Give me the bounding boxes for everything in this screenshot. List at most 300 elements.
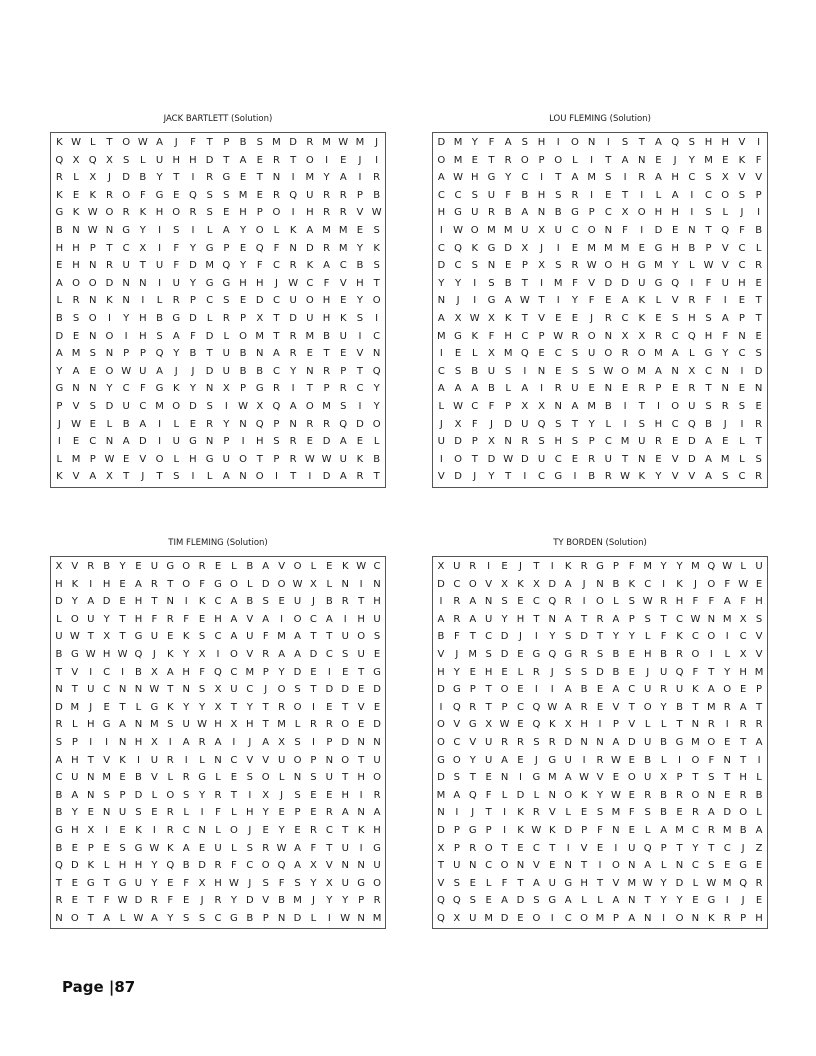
grid-cell: O <box>341 719 350 731</box>
grid-cell: A <box>521 383 529 395</box>
grid-cell: T <box>549 842 556 854</box>
grid-cell: N <box>628 860 636 872</box>
grid-cell: U <box>484 754 493 766</box>
grid-cell: R <box>105 260 113 272</box>
grid-cell: U <box>222 365 230 377</box>
grid-cell: S <box>644 807 651 819</box>
grid-cell: J <box>456 295 460 307</box>
grid-cell: M <box>503 224 513 236</box>
grid-cell: E <box>119 578 126 590</box>
grid-cell: A <box>437 312 445 324</box>
grid-cell: C <box>554 453 562 465</box>
grid-cell: E <box>256 189 263 201</box>
grid-cell: H <box>537 189 546 201</box>
grid-cell: C <box>55 772 63 784</box>
grid-cell: U <box>688 400 696 412</box>
grid-cell: B <box>246 912 254 924</box>
grid-cell: T <box>533 613 540 625</box>
grid-cell: I <box>358 400 362 412</box>
grid-cell: N <box>198 824 206 836</box>
grid-cell: N <box>89 260 97 272</box>
grid-cell: E <box>628 648 635 660</box>
grid-cell: C <box>214 912 222 924</box>
grid-cell: D <box>437 260 446 272</box>
grid-cell: R <box>660 684 668 696</box>
grid-cell: O <box>721 189 730 201</box>
grid-cell: W <box>547 701 558 713</box>
grid-cell: R <box>691 807 699 819</box>
grid-cell: Y <box>488 471 495 483</box>
grid-cell: J <box>89 701 93 713</box>
grid-cell: Q <box>189 189 197 201</box>
grid-cell: A <box>707 684 715 696</box>
grid-cell: W <box>553 330 564 342</box>
grid-cell: X <box>89 172 97 184</box>
grid-cell: E <box>517 684 524 696</box>
grid-cell: D <box>55 596 63 608</box>
grid-cell: T <box>342 701 349 713</box>
grid-cell: F <box>588 295 595 307</box>
grid-cell: K <box>638 312 646 324</box>
grid-cell: R <box>532 807 540 819</box>
grid-cell: J <box>582 578 586 590</box>
grid-cell: K <box>339 312 347 324</box>
grid-cell: K <box>517 578 524 590</box>
grid-cell: R <box>571 260 579 272</box>
grid-cell: Q <box>643 842 652 854</box>
grid-cell: R <box>166 754 174 766</box>
grid-cell: Q <box>372 365 381 377</box>
grid-cell: R <box>262 648 270 660</box>
grid-cell: O <box>122 137 131 148</box>
grid-cell: L <box>655 295 662 307</box>
grid-cell: N <box>537 207 546 219</box>
grid-cell: I <box>740 365 744 377</box>
grid-cell: X <box>538 260 545 272</box>
grid-cell: Y <box>660 877 667 889</box>
grid-cell: T <box>206 348 213 360</box>
grid-cell: T <box>755 701 763 713</box>
grid-cell: I <box>556 295 560 307</box>
grid-cell: C <box>206 295 214 307</box>
grid-cell: Q <box>339 418 348 430</box>
grid-cell: L <box>605 418 612 430</box>
grid-cell: O <box>105 330 114 342</box>
grid-cell: D <box>500 631 509 643</box>
grid-cell: A <box>471 383 479 395</box>
grid-cell: H <box>172 154 180 166</box>
grid-cell: D <box>322 471 331 483</box>
grid-cell: N <box>604 224 613 236</box>
grid-cell: O <box>500 860 509 872</box>
grid-cell: H <box>721 137 729 148</box>
grid-cell: O <box>484 842 493 854</box>
grid-cell: G <box>487 242 496 254</box>
grid-cell: N <box>373 736 381 748</box>
grid-cell: J <box>248 736 252 748</box>
grid-cell: U <box>659 666 668 678</box>
grid-cell: W <box>71 137 81 148</box>
grid-cell: Y <box>628 631 635 643</box>
grid-cell: J <box>473 471 477 483</box>
grid-cell: L <box>660 860 667 872</box>
grid-cell: U <box>306 189 314 201</box>
grid-cell: T <box>87 912 94 924</box>
grid-cell: C <box>691 631 699 643</box>
grid-cell: F <box>323 277 330 289</box>
grid-cell: E <box>722 436 729 448</box>
grid-cell: W <box>87 207 98 219</box>
grid-cell: A <box>230 613 238 625</box>
grid-cell: E <box>306 348 313 360</box>
grid-cell: T <box>521 277 528 289</box>
grid-cell: J <box>646 666 650 678</box>
grid-cell: K <box>471 330 479 342</box>
grid-cell: W <box>706 877 717 889</box>
grid-cell: E <box>214 561 222 572</box>
grid-cell: P <box>588 207 595 219</box>
grid-cell: Y <box>672 260 679 272</box>
grid-cell: K <box>738 154 746 166</box>
grid-cell: R <box>166 807 174 819</box>
grid-cell: M <box>155 400 164 412</box>
grid-cell: S <box>738 400 746 412</box>
grid-cell: I <box>308 471 312 483</box>
grid-cell: A <box>135 578 142 590</box>
grid-cell: S <box>708 772 715 784</box>
grid-cell: F <box>103 895 110 907</box>
grid-cell: D <box>55 330 64 342</box>
grid-cell: D <box>189 312 197 324</box>
grid-cell: S <box>198 912 206 924</box>
grid-cell: B <box>189 348 197 360</box>
grid-cell: E <box>89 365 96 377</box>
letter-grid <box>50 132 386 488</box>
grid-cell: T <box>740 754 747 766</box>
grid-cell: V <box>755 631 763 643</box>
grid-cell: O <box>437 719 445 731</box>
grid-cell: P <box>660 842 667 854</box>
grid-cell: S <box>628 596 635 608</box>
grid-cell: K <box>341 561 349 572</box>
grid-cell: F <box>660 631 667 643</box>
grid-cell: R <box>150 895 158 907</box>
grid-cell: D <box>322 436 331 448</box>
grid-cell: U <box>293 596 302 608</box>
grid-cell: R <box>272 154 280 166</box>
grid-cell: O <box>454 453 462 465</box>
grid-cell: O <box>172 207 181 219</box>
grid-cell: W <box>121 365 132 377</box>
grid-cell: T <box>55 666 62 678</box>
grid-cell: C <box>521 330 529 342</box>
grid-cell: B <box>644 754 652 766</box>
grid-cell: I <box>107 312 111 324</box>
grid-cell: U <box>487 365 496 377</box>
grid-cell: E <box>755 400 762 412</box>
grid-cell: V <box>71 561 79 572</box>
grid-cell: A <box>306 224 314 236</box>
grid-cell: Q <box>452 701 461 713</box>
grid-cell: K <box>89 189 97 201</box>
grid-cell: D <box>70 860 79 872</box>
grid-cell: M <box>245 666 255 678</box>
grid-cell: G <box>222 172 231 184</box>
grid-cell: L <box>644 824 651 836</box>
grid-cell: U <box>484 613 493 625</box>
grid-cell: E <box>621 383 629 395</box>
grid-cell: H <box>134 613 143 625</box>
grid-cell: Y <box>571 295 578 307</box>
grid-cell: L <box>156 295 163 307</box>
grid-cell: N <box>596 578 604 590</box>
grid-cell: W <box>69 631 80 643</box>
grid-cell: E <box>326 561 333 572</box>
grid-cell: V <box>325 860 333 872</box>
grid-cell: U <box>675 684 684 696</box>
grid-cell: J <box>518 631 522 643</box>
grid-cell: S <box>89 400 96 412</box>
grid-cell: C <box>691 824 699 836</box>
grid-cell: S <box>340 400 347 412</box>
grid-cell: S <box>755 453 762 465</box>
grid-cell: V <box>671 453 679 465</box>
grid-cell: F <box>310 842 317 854</box>
grid-cell: R <box>554 383 562 395</box>
grid-cell: X <box>230 719 238 731</box>
grid-cell: R <box>723 912 731 924</box>
grid-cell: T <box>485 701 492 713</box>
grid-cell: M <box>704 154 713 166</box>
grid-cell: A <box>628 912 636 924</box>
grid-cell: E <box>262 824 269 836</box>
grid-cell: C <box>676 613 683 625</box>
grid-cell: A <box>214 736 222 748</box>
grid-cell: D <box>621 277 629 289</box>
grid-cell: E <box>326 789 333 801</box>
grid-cell: L <box>206 312 213 324</box>
grid-cell: C <box>214 596 222 608</box>
grid-cell: S <box>488 277 495 289</box>
grid-cell: K <box>708 912 715 924</box>
grid-cell: R <box>198 736 206 748</box>
grid-cell: T <box>705 224 712 236</box>
grid-cell: O <box>587 224 596 236</box>
grid-cell: P <box>538 154 545 166</box>
grid-cell: W <box>276 842 287 854</box>
grid-cell: I <box>291 172 295 184</box>
grid-cell: A <box>262 561 270 572</box>
grid-cell: L <box>689 348 695 360</box>
grid-cell: M <box>722 613 732 625</box>
grid-cell: N <box>754 383 763 395</box>
grid-cell: V <box>262 754 270 766</box>
grid-cell: E <box>596 842 604 854</box>
grid-cell: N <box>205 383 214 395</box>
grid-cell: Y <box>596 789 604 801</box>
grid-cell: I <box>473 277 477 289</box>
grid-cell: O <box>293 613 302 625</box>
grid-cell: R <box>105 189 113 201</box>
grid-cell: L <box>755 242 762 254</box>
grid-cell: O <box>691 648 700 660</box>
grid-cell: D <box>305 242 314 254</box>
grid-cell: I <box>550 912 554 924</box>
grid-cell: C <box>454 189 462 201</box>
grid-cell: A <box>294 842 301 854</box>
grid-cell: G <box>205 453 214 465</box>
grid-cell: Y <box>471 137 478 148</box>
grid-cell: P <box>756 684 763 696</box>
grid-cell: S <box>135 807 142 819</box>
grid-cell: U <box>246 631 254 643</box>
grid-cell: A <box>103 912 111 924</box>
grid-cell: I <box>598 719 602 731</box>
grid-cell: E <box>151 807 158 819</box>
grid-cell: R <box>755 260 763 272</box>
grid-cell: B <box>580 684 588 696</box>
grid-cell: I <box>656 400 660 412</box>
grid-cell: W <box>149 842 160 854</box>
grid-cell: I <box>690 207 694 219</box>
grid-cell: T <box>167 684 174 696</box>
grid-cell: I <box>690 277 694 289</box>
grid-cell: N <box>504 436 512 448</box>
grid-cell: C <box>705 189 713 201</box>
grid-cell: T <box>273 330 280 342</box>
grid-cell: O <box>470 224 479 236</box>
grid-cell: C <box>739 631 747 643</box>
grid-cell: E <box>738 295 746 307</box>
grid-cell: H <box>71 754 79 766</box>
grid-cell: I <box>274 471 278 483</box>
grid-cell: A <box>437 172 445 184</box>
grid-cell: S <box>356 312 364 324</box>
grid-cell: L <box>756 772 762 784</box>
grid-cell: G <box>548 895 557 907</box>
grid-cell: Y <box>71 596 78 608</box>
grid-cell: H <box>373 596 381 608</box>
grid-cell: N <box>638 154 646 166</box>
grid-cell: I <box>359 789 363 801</box>
grid-cell: U <box>150 561 159 572</box>
grid-cell: I <box>623 418 627 430</box>
grid-cell: N <box>357 860 365 872</box>
grid-cell: N <box>289 418 297 430</box>
grid-cell: E <box>571 312 579 324</box>
grid-cell: E <box>256 154 263 166</box>
grid-cell: V <box>246 754 254 766</box>
grid-cell: F <box>628 561 635 572</box>
grid-cell: Y <box>239 260 247 272</box>
grid-cell: P <box>326 736 333 748</box>
grid-cell: E <box>310 807 317 819</box>
grid-cell: P <box>738 312 745 324</box>
grid-cell: U <box>471 207 479 219</box>
grid-cell: P <box>56 400 63 412</box>
grid-cell: J <box>248 877 252 889</box>
grid-cell: J <box>740 207 744 219</box>
grid-cell: W <box>292 578 303 590</box>
grid-cell: Q <box>687 418 696 430</box>
grid-cell: O <box>293 561 302 572</box>
grid-cell: P <box>471 436 478 448</box>
grid-cell: G <box>255 383 264 395</box>
grid-cell: I <box>105 736 109 748</box>
grid-cell: U <box>638 277 646 289</box>
grid-cell: N <box>139 277 147 289</box>
grid-cell: R <box>660 596 668 608</box>
grid-cell: A <box>660 824 668 836</box>
grid-cell: A <box>671 348 679 360</box>
grid-cell: O <box>122 189 131 201</box>
grid-cell: D <box>293 666 302 678</box>
grid-cell: Y <box>722 348 729 360</box>
grid-cell: O <box>293 701 302 713</box>
grid-cell: O <box>452 754 461 766</box>
grid-cell: Y <box>373 400 380 412</box>
grid-cell: N <box>357 736 365 748</box>
grid-cell: E <box>119 596 126 608</box>
grid-cell: M <box>675 824 684 836</box>
grid-cell: D <box>604 277 613 289</box>
grid-cell: H <box>86 719 95 731</box>
grid-cell: U <box>453 860 461 872</box>
grid-cell: C <box>453 736 461 748</box>
grid-cell: W <box>304 453 315 465</box>
grid-cell: J <box>471 807 475 819</box>
grid-cell: C <box>604 436 612 448</box>
grid-cell: U <box>484 736 493 748</box>
grid-cell: Q <box>437 895 445 907</box>
grid-cell: B <box>755 789 763 801</box>
grid-cell: A <box>119 719 126 731</box>
grid-cell: Y <box>262 807 269 819</box>
grid-cell: O <box>739 807 748 819</box>
grid-cell: I <box>121 666 125 678</box>
grid-cell: A <box>571 172 579 184</box>
grid-cell: L <box>597 895 603 907</box>
grid-cell: Y <box>199 701 206 713</box>
grid-cell: S <box>183 912 190 924</box>
grid-cell: A <box>705 471 712 483</box>
grid-cell: I <box>503 824 507 836</box>
grid-cell: B <box>471 365 479 377</box>
grid-cell: U <box>325 772 333 784</box>
grid-cell: R <box>571 189 579 201</box>
grid-cell: C <box>521 172 529 184</box>
grid-cell: L <box>119 912 126 924</box>
grid-cell: C <box>437 189 445 201</box>
grid-cell: I <box>606 137 610 148</box>
grid-cell: I <box>550 561 554 572</box>
grid-cell: K <box>357 824 365 836</box>
grid-cell: E <box>755 330 762 342</box>
grid-cell: R <box>516 736 524 748</box>
grid-cell: R <box>580 648 588 660</box>
grid-cell: X <box>621 330 629 342</box>
grid-cell: D <box>675 877 684 889</box>
grid-cell: T <box>469 631 476 643</box>
grid-cell: I <box>141 295 145 307</box>
grid-cell: S <box>173 471 180 483</box>
grid-cell: K <box>504 312 512 324</box>
grid-cell: N <box>306 365 314 377</box>
grid-cell: H <box>675 596 684 608</box>
grid-cell: E <box>755 578 763 590</box>
grid-cell: N <box>721 383 729 395</box>
grid-cell: Y <box>356 295 363 307</box>
